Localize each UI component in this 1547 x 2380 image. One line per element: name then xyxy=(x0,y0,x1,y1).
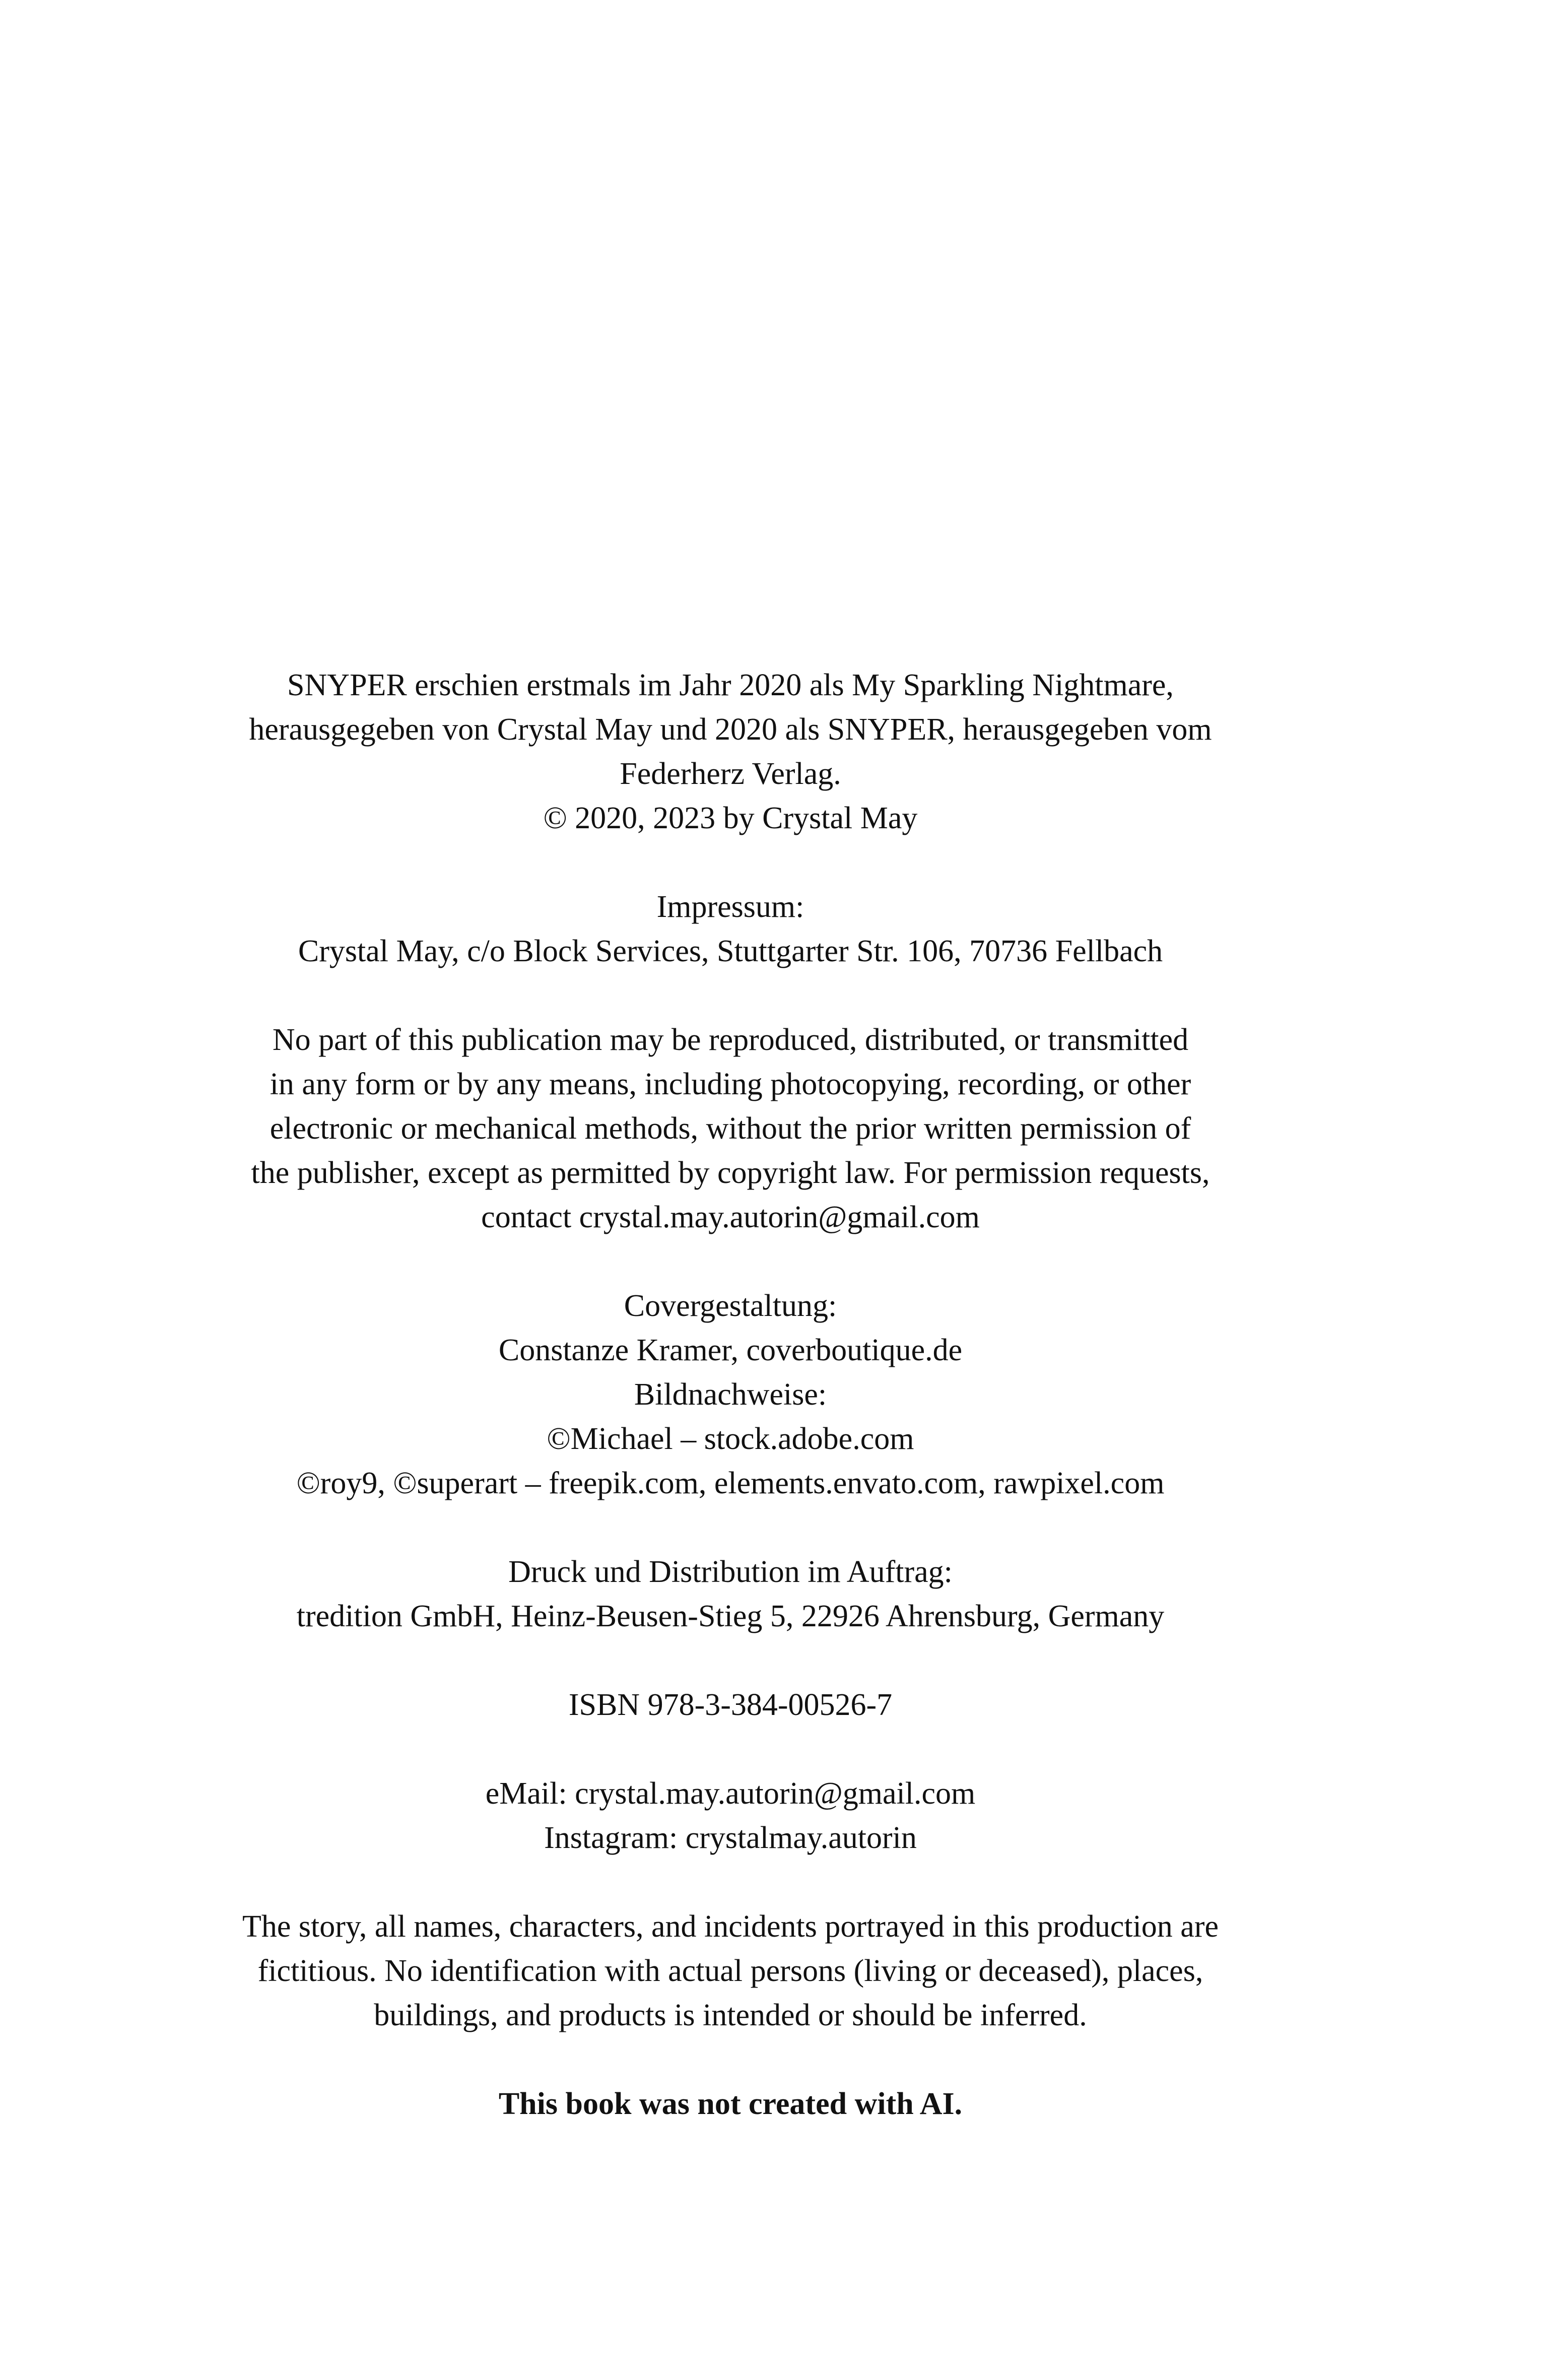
impressum-address: Crystal May, c/o Block Services, Stuttgarter Str. 106, 70736 Fellbach xyxy=(298,934,1163,968)
rights-notice xyxy=(191,1018,1269,1239)
cover-design-label: Covergestaltung: xyxy=(624,1289,837,1323)
ai-notice: This book was not created with AI. xyxy=(498,2087,963,2121)
isbn-block xyxy=(191,1683,1269,1727)
rights-notice-line: contact crystal.may.autorin@gmail.com xyxy=(481,1200,980,1234)
isbn: ISBN 978-3-384-00526-7 xyxy=(568,1688,893,1722)
disclaimer xyxy=(191,1904,1269,2037)
disclaimer-line: The story, all names, characters, and incidents portrayed in this production are xyxy=(242,1909,1219,1944)
copyright-line: © 2020, 2023 by Crystal May xyxy=(543,801,918,835)
edition-note xyxy=(191,663,1269,840)
distribution xyxy=(191,1550,1269,1638)
rights-notice-line: in any form or by any means, including photocopying, recording, or other xyxy=(270,1067,1191,1101)
image-credits-line: ©roy9, ©superart – freepik.com, elements.envato.com, rawpixel.com xyxy=(296,1466,1165,1500)
image-credits-line: ©Michael – stock.adobe.com xyxy=(547,1422,914,1456)
rights-notice-line: No part of this publication may be reproduced, distributed, or transmitted xyxy=(272,1023,1189,1057)
impressum xyxy=(191,885,1269,973)
ai-notice-block xyxy=(191,2082,1269,2126)
imprint-content xyxy=(191,663,1269,2170)
edition-note-line: SNYPER erschien erstmals im Jahr 2020 als My Sparkling Nightmare, xyxy=(287,668,1174,702)
contact-email: eMail: crystal.may.autorin@gmail.com xyxy=(485,1776,976,1811)
edition-note-line: Federherz Verlag. xyxy=(620,757,841,791)
distribution-label: Druck und Distribution im Auftrag: xyxy=(508,1555,953,1589)
cover-design-value: Constanze Kramer, coverboutique.de xyxy=(498,1333,963,1367)
impressum-label: Impressum: xyxy=(656,890,804,924)
contact-instagram: Instagram: crystalmay.autorin xyxy=(544,1821,917,1855)
rights-notice-line: the publisher, except as permitted by copyright law. For permission requests, xyxy=(251,1156,1210,1190)
edition-note-line: herausgegeben von Crystal May und 2020 als SNYPER, herausgegeben vom xyxy=(249,712,1212,747)
credits xyxy=(191,1284,1269,1505)
disclaimer-line: buildings, and products is intended or should be inferred. xyxy=(374,1998,1087,2032)
rights-notice-line: electronic or mechanical methods, without the prior written permission of xyxy=(270,1111,1191,1146)
image-credits-label: Bildnachweise: xyxy=(634,1377,827,1412)
disclaimer-line: fictitious. No identification with actual persons (living or deceased), places, xyxy=(257,1954,1203,1988)
contact xyxy=(191,1771,1269,1860)
distribution-value: tredition GmbH, Heinz-Beusen-Stieg 5, 22926 Ahrensburg, Germany xyxy=(296,1599,1165,1633)
